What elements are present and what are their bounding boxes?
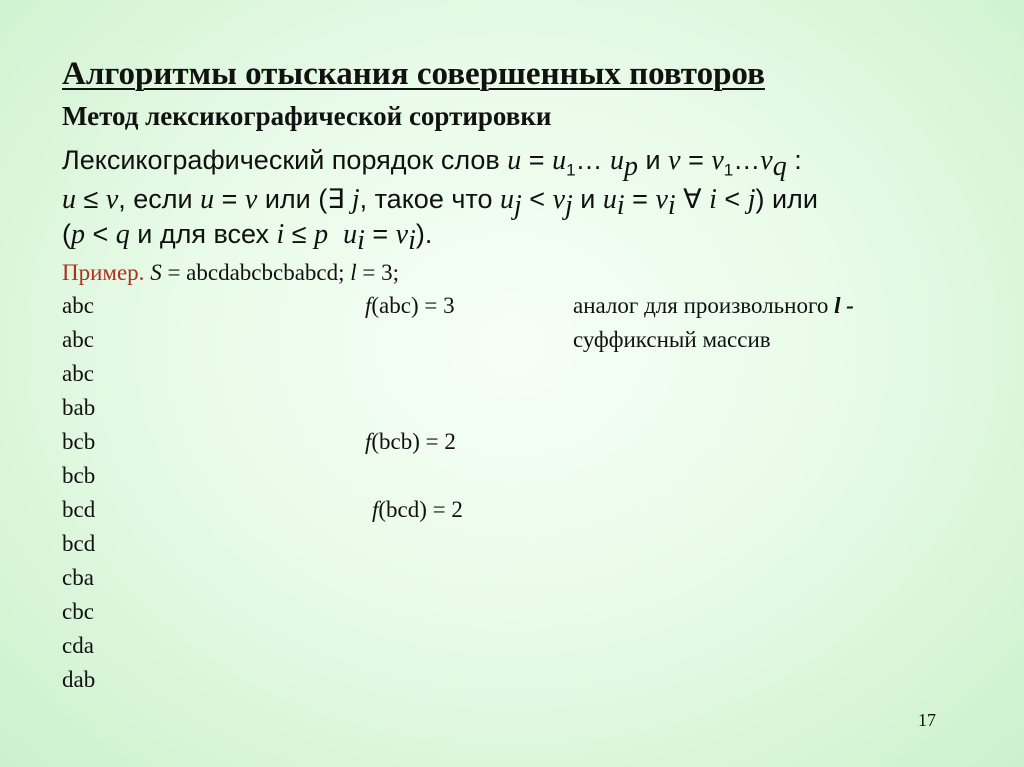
- var-vi: v: [655, 184, 668, 215]
- var-u: u: [200, 184, 215, 215]
- frequency-abc: [365, 294, 455, 317]
- text-close-or: ) или: [755, 184, 818, 214]
- word-item: bcd: [62, 497, 96, 522]
- paren-open: (: [62, 219, 71, 249]
- page-number: 17: [918, 710, 936, 730]
- sub-i: i: [667, 190, 676, 222]
- sub-1: 1: [723, 160, 734, 180]
- frequency-value: (bcd) = 2: [378, 497, 463, 522]
- var-vi: v: [395, 219, 409, 250]
- op-eq: =: [624, 184, 656, 214]
- note-line-1: [573, 294, 854, 317]
- var-j: j: [351, 184, 360, 215]
- slide-title: Алгоритмы отыскания совершенных повторов: [62, 56, 765, 92]
- colon: :: [786, 145, 802, 175]
- word-item: abc: [62, 327, 94, 352]
- word-item: cba: [62, 565, 94, 590]
- text-for-all: и для всех: [129, 219, 277, 249]
- var-q: q: [115, 219, 130, 250]
- var-vq: v: [760, 145, 773, 176]
- sub-i: i: [357, 225, 365, 257]
- frequency-value: (abc) = 3: [371, 293, 455, 318]
- var-ui: u: [343, 219, 358, 250]
- spacer: [328, 219, 343, 249]
- var-v: v: [668, 145, 681, 176]
- var-s: S: [144, 260, 162, 285]
- frequency-value: (bcb) = 2: [371, 429, 456, 454]
- op-lt: <: [521, 184, 553, 214]
- example-label: Пример.: [62, 260, 145, 285]
- var-vj: v: [552, 184, 565, 215]
- definition-line-3: [62, 219, 433, 257]
- var-l: l -: [834, 293, 854, 318]
- forall-symbol: ∀: [675, 184, 710, 214]
- slide-subtitle: Метод лексикографической сортировки: [62, 101, 552, 131]
- var-u: u: [507, 145, 522, 176]
- var-u1: u: [552, 145, 567, 176]
- op-eq: =: [521, 145, 553, 175]
- sub-p: p: [624, 151, 639, 183]
- text-or-exists: или (∃: [257, 184, 352, 214]
- var-p: p: [314, 219, 329, 250]
- word-item: bcb: [62, 429, 96, 454]
- sub-1: 1: [566, 160, 576, 180]
- sub-i: i: [616, 190, 625, 222]
- conj-and: и: [638, 145, 669, 175]
- frequency-bcd: [372, 498, 463, 521]
- var-p: p: [71, 219, 85, 250]
- word-item: bcb: [62, 463, 96, 488]
- op-le: ≤: [76, 184, 106, 214]
- text-such-that: , такое что: [359, 184, 500, 214]
- var-v: v: [105, 184, 119, 215]
- var-i: i: [276, 219, 285, 250]
- var-v1: v: [711, 145, 724, 176]
- op-le: ≤: [284, 219, 315, 249]
- word-item: dab: [62, 667, 96, 692]
- op-eq: =: [214, 184, 245, 214]
- var-l: l: [350, 260, 357, 285]
- var-v: v: [244, 184, 258, 215]
- ellipsis: …: [733, 145, 761, 175]
- word-item: bab: [62, 395, 96, 420]
- example-line: [62, 261, 399, 284]
- var-i: i: [709, 184, 717, 215]
- word-item: abc: [62, 293, 94, 318]
- var-ui: u: [602, 184, 617, 215]
- var-uj: u: [500, 184, 514, 215]
- func-f: f: [372, 497, 379, 522]
- intro-text: Лексикографический порядок слов: [62, 145, 508, 175]
- note-text: аналог для произвольного: [573, 293, 835, 318]
- func-f: f: [365, 429, 372, 454]
- op-lt: <: [716, 184, 748, 214]
- definition-line-2: [62, 184, 818, 222]
- text-if: , если: [118, 184, 201, 214]
- var-up: u: [610, 145, 625, 176]
- word-item: bcd: [62, 531, 96, 556]
- note-line-2: суффиксный массив: [573, 327, 771, 352]
- op-eq: =: [680, 145, 712, 175]
- sub-q: q: [772, 151, 787, 183]
- conj-and: и: [572, 184, 603, 214]
- word-item: abc: [62, 361, 94, 386]
- op-lt: <: [85, 219, 116, 249]
- var-j: j: [747, 184, 756, 215]
- sub-i: i: [408, 225, 416, 257]
- sub-j: j: [514, 190, 522, 222]
- word-item: cbc: [62, 599, 94, 624]
- definition-line-1: [62, 145, 802, 183]
- func-f: f: [365, 293, 372, 318]
- example-string: = abcdabcbcbabcd;: [161, 260, 351, 285]
- sub-j: j: [565, 190, 573, 222]
- frequency-bcb: [365, 430, 456, 453]
- text-end: ).: [415, 219, 433, 249]
- word-item: cda: [62, 633, 94, 658]
- example-l-value: = 3;: [356, 260, 400, 285]
- op-eq: =: [364, 219, 396, 249]
- var-u: u: [62, 184, 76, 215]
- ellipsis: …: [575, 145, 611, 175]
